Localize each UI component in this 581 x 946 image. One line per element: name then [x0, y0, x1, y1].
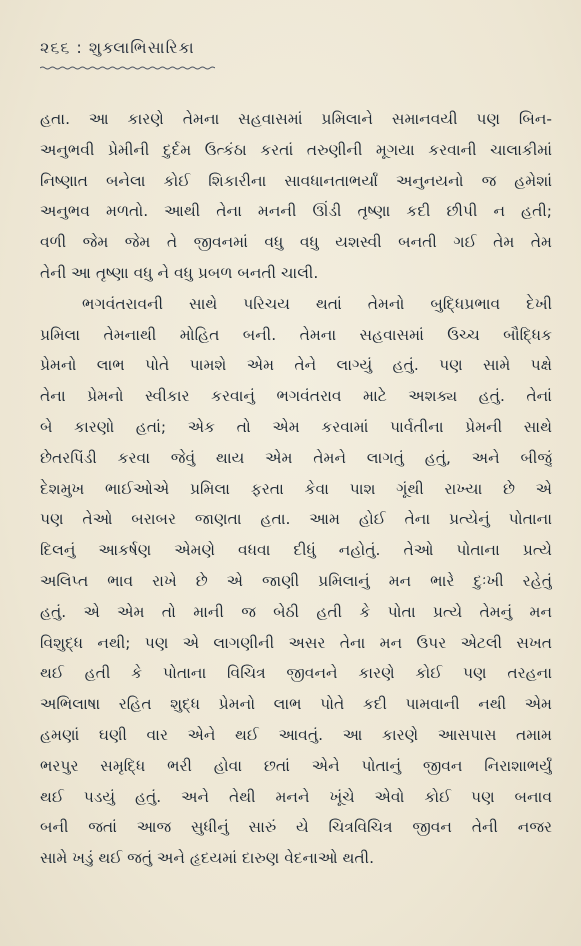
paragraph-1	[40, 104, 552, 289]
text-line: પણ તેઓ બરાબર જાણતા હતા. આમ હોઈ તેના પ્રત્યેનું પોતાના	[40, 510, 552, 529]
text-line: ભરપુર સમૃદ્ધિ ભરી હોવા છતાં એને પોતાનું જીવન નિરાશાભર્યું	[40, 756, 552, 775]
text-line: અનુભવ મળતો. આથી તેના મનની ઊંડી તૃષ્ણા કદી છીપી ન હતી;	[40, 202, 552, 221]
text-line: નિષ્ણાત બનેલા કોઈ શિકારીના સાવધાનતાભર્યાં અનુનયનો જ હમેશાં	[40, 171, 552, 190]
running-head-rule	[40, 66, 215, 70]
text-line: અલિપ્ત ભાવ રાખે છે એ જાણી પ્રમિલાનું મન ભારે દુઃખી રહેતું	[40, 571, 552, 590]
text-line: અભિલાષા રહિત શુદ્ધ પ્રેમનો લાભ પોતે કદી પામવાની નથી એમ	[40, 695, 552, 714]
text-line: થઈ હતી કે પોતાના વિચિત્ર જીવનને કારણે કોઈ પણ તરહના	[40, 664, 552, 683]
running-head: ૨૬૬ : શુક્લાભિસારિકા	[40, 38, 195, 57]
text-line: બની જતાં આજ સુધીનું સારું યે ચિત્રવિચિત્ર જીવન તેની નજર	[40, 818, 552, 837]
text-line: સામે ખડું થઈ જતું અને હૃદયમાં દારુણ વેદનાઓ થતી.	[40, 849, 375, 868]
text-line: છેતરપિંડી કરવા જેવું થાય એમ તેમને લાગતું હતું, અને બીજું	[40, 448, 552, 467]
text-line: પ્રેમનો લાભ પોતે પામશે એમ તેને લાગ્યું હતું. પણ સામે પક્ષે	[40, 356, 552, 375]
text-line: વિશુદ્ધ નથી; પણ એ લાગણીની અસર તેના મન ઉપર એટલી સખત	[40, 633, 552, 652]
text-line: દેશમુખ ભાઈઓએ પ્રમિલા ફરતા કેવા પાશ ગૂંથી રાખ્યા છે એ	[40, 479, 552, 498]
text-line: અનુભવી પ્રેમીની દુર્દમ ઉત્કંઠા કરતાં તરુણીની મૂગયા કરવાની ચાલાકીમાં	[40, 140, 552, 159]
text-line: તેના પ્રેમનો સ્વીકાર કરવાનું ભગવંતરાવ માટે અશક્ય હતું. તેનાં	[40, 387, 552, 406]
paragraph-2	[40, 289, 552, 874]
text-line: બે કારણો હતાં; એક તો એમ કરવામાં પાર્વતીના પ્રેમની સાથે	[40, 417, 552, 436]
body-text	[40, 104, 552, 874]
text-line: પ્રમિલા તેમનાથી મોહિત બની. તેમના સહવાસમાં ઉચ્ચ બૌદ્ધિક	[40, 325, 552, 344]
text-line: થઈ પડયું હતું. અને તેથી મનને ખૂંચે એવો કોઈ પણ બનાવ	[40, 787, 552, 806]
text-line: હતા. આ કારણે તેમના સહવાસમાં પ્રમિલાને સમાનવયી પણ બિન-	[40, 110, 552, 128]
text-line: વળી જેમ જેમ તે જીવનમાં વધુ વધુ યશસ્વી બનતી ગઈ તેમ તેમ	[40, 233, 552, 252]
text-line: ભગવંતરાવની સાથે પરિચય થતાં તેમનો બુદ્ધિપ્રભાવ દેખી	[82, 294, 552, 313]
text-line: હમણાં ઘણી વાર એને થઈ આવતું. આ કારણે આસપાસ તમામ	[40, 725, 552, 744]
text-line: દિલનું આકર્ષણ એમણે વધવા દીધું નહોતું. તેઓ પોતાના પ્રત્યે	[40, 541, 552, 560]
text-line: હતું. એ એમ તો માની જ બેઠી હતી કે પોતા પ્રત્યે તેમનું મન	[40, 602, 552, 621]
text-line: તેની આ તૃષ્ણા વધુ ને વધુ પ્રબળ બનતી ચાલી.	[40, 263, 319, 282]
